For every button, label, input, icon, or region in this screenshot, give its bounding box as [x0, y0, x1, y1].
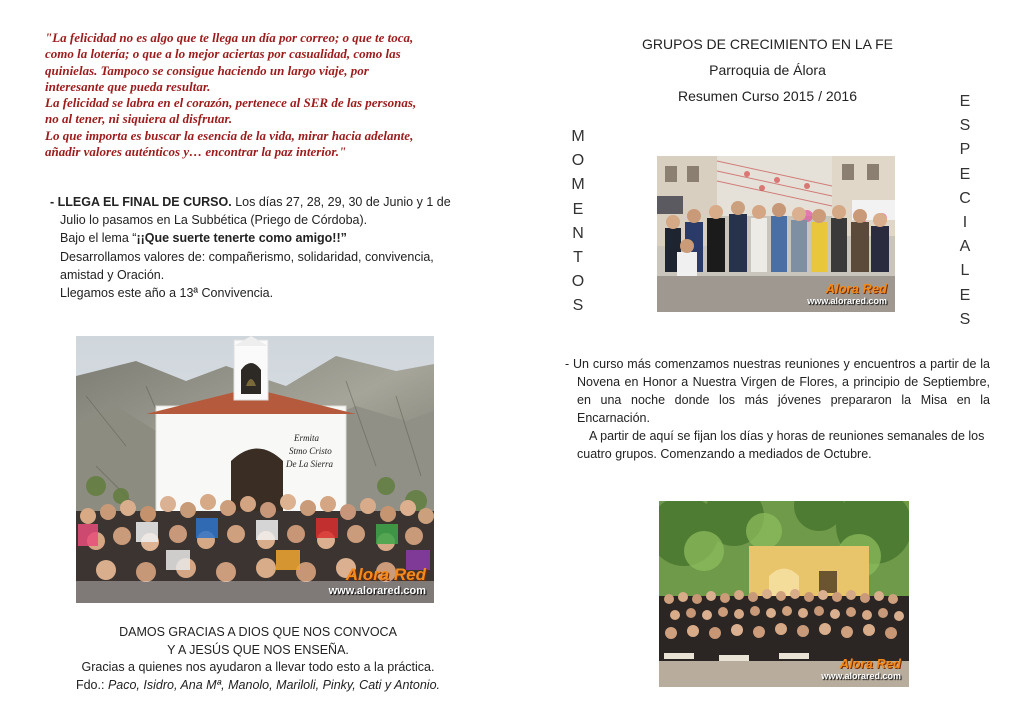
watermark-url: www.alorared.com: [821, 671, 901, 681]
quote-line: añadir valores auténticos y… encontrar la paz interior.": [45, 144, 347, 160]
vertical-letter: S: [959, 117, 971, 135]
header-parish: Parroquia de Álora: [709, 62, 826, 78]
values-line: amistad y Oración.: [60, 267, 165, 282]
vertical-letter: C: [959, 189, 971, 207]
photo-group-courtyard: [659, 501, 909, 687]
motto-prefix: Bajo el lema “: [60, 231, 137, 246]
vertical-word-especiales: [955, 90, 975, 332]
quote-line: no al tener, ni siquiera al disfrutar.: [45, 111, 233, 127]
chapel-sign-line: Ermita: [294, 433, 320, 443]
quote-line: Lo que importa es buscar la esencia de la vida, mirar hacia adelante,: [45, 127, 414, 143]
alorared-watermark: [329, 565, 426, 597]
photo-group-hermitage-image: [76, 336, 434, 603]
vertical-letter: E: [572, 200, 584, 218]
watermark-url: www.alorared.com: [328, 585, 426, 597]
thanks-block: [60, 624, 456, 694]
chapel-sign-line: Stmo Cristo: [289, 446, 332, 456]
header-summary: Resumen Curso 2015 / 2016: [678, 88, 857, 104]
quote-line: "La felicidad no es algo que te llega un día por correo; o que te toca,: [45, 30, 414, 45]
thanks-line: Y A JESÚS QUE NOS ENSEÑA.: [167, 642, 349, 657]
end-of-course-dates: Los días 27, 28, 29, 30 de Junio y 1 de: [231, 195, 451, 209]
end-of-course-motto-line: [50, 229, 465, 247]
chapel-sign-line: De La Sierra: [286, 459, 333, 469]
document-header: [600, 31, 935, 109]
description-block: [565, 356, 990, 463]
vertical-letter: N: [572, 224, 584, 242]
vertical-letter: E: [959, 165, 971, 183]
quote-line: quinielas. Tampoco se consigue haciendo un largo viaje, por: [45, 62, 369, 78]
vertical-letter: A: [959, 238, 971, 256]
signature-prefix: Fdo.:: [75, 677, 108, 692]
vertical-letter: S: [572, 297, 584, 315]
end-of-course-heading: - LLEGA EL FINAL DE CURSO.: [50, 195, 232, 209]
vertical-letter: L: [960, 262, 970, 280]
watermark-url: www.alorared.com: [807, 296, 887, 306]
thanks-line: DAMOS GRACIAS A DIOS QUE NOS CONVOCA: [119, 625, 397, 639]
alorared-watermark: [807, 281, 887, 306]
header-title: GRUPOS DE CRECIMIENTO EN LA FE: [641, 36, 893, 52]
quote-line: interesante que pueda resultar.: [45, 78, 211, 94]
vertical-letter: S: [959, 310, 971, 328]
vertical-letter: T: [573, 249, 583, 267]
description-paragraph: A partir de aquí se fijan los días y horas de reuniones semanales de los cuatro grupos. Comenzando a mediados de Octubre.: [577, 428, 985, 461]
end-of-course-section: [50, 193, 465, 302]
end-of-course-location: Julio lo pasamos en La Subbética (Priego de Córdoba).: [60, 213, 368, 228]
quote-block: [45, 30, 465, 160]
photo-group-hermitage: [76, 336, 434, 603]
vertical-letter: M: [571, 176, 585, 194]
signature-line: [60, 677, 456, 695]
watermark-brand: Alora Red: [825, 281, 887, 296]
photo-group-street: [657, 156, 895, 312]
quote-line: La felicidad se labra en el corazón, pertenece al SER de las personas,: [45, 95, 417, 111]
vertical-letter: E: [959, 93, 971, 110]
vertical-letter: E: [959, 286, 971, 304]
signature-names: Paco, Isidro, Ana Mª, Manolo, Mariloli, Pinky, Cati y Antonio.: [107, 677, 441, 692]
alorared-watermark: [821, 656, 901, 681]
thanks-line: Gracias a quienes nos ayudaron a llevar todo esto a la práctica.: [81, 660, 435, 674]
convivencia-line: Llegamos este año a 13ª Convivencia.: [60, 286, 274, 301]
vertical-letter: O: [571, 152, 585, 170]
description-paragraph: - Un curso más comenzamos nuestras reuniones y encuentros a partir de la Novena en Honor a Nuestra Virgen de Flores, a principio de Septiembre, en una noche donde los más jóvenes prepararon la Misa en la Encarnación.: [565, 357, 990, 425]
end-of-course-first-line: [50, 193, 465, 211]
vertical-letter: P: [959, 141, 971, 159]
motto-text: ¡¡Que suerte tenerte como amigo!!”: [136, 231, 347, 246]
vertical-letter: M: [571, 128, 585, 145]
values-line: Desarrollamos valores de: compañerismo, solidaridad, convivencia,: [60, 249, 434, 264]
watermark-brand: Alora Red: [839, 656, 901, 671]
vertical-word-momentos: [568, 125, 588, 319]
watermark-brand: Alora Red: [345, 565, 426, 584]
vertical-letter: I: [962, 214, 968, 232]
quote-line: como la lotería; o que a lo mejor aciertas por casualidad, como las: [45, 46, 401, 62]
vertical-letter: O: [571, 273, 585, 291]
